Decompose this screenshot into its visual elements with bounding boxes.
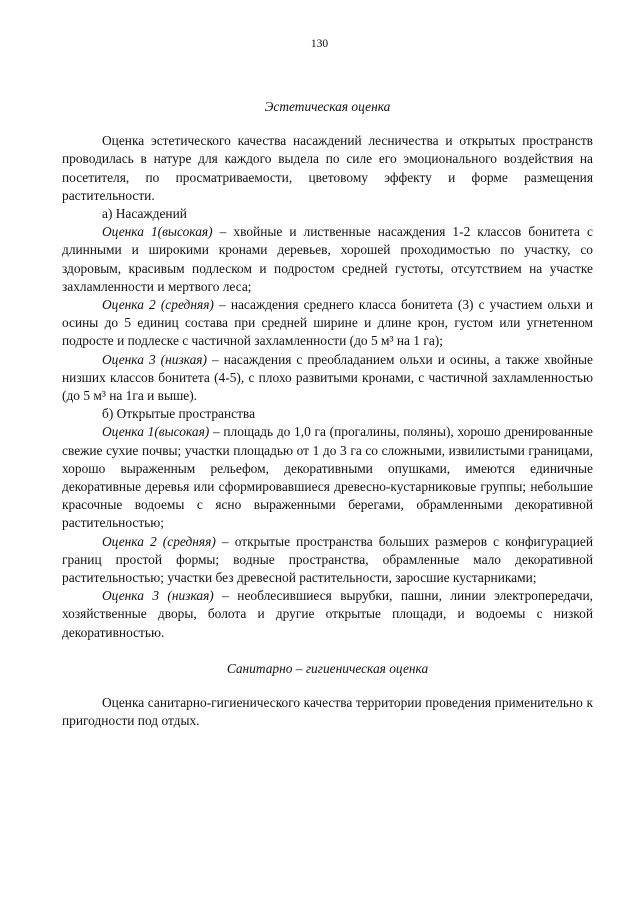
paragraph-open-grade-2	[62, 533, 593, 588]
paragraph-stands-grade-2	[62, 296, 593, 351]
grade-label: Оценка 1(высокая)	[102, 224, 213, 240]
grade-text: – насаждения с преобладанием ольхи и осины, а также хвойные низших классов бонитета (4-5), с плохо развитыми кронами, с частичной захламленностью (до 5 м³ на 1га и выше).	[62, 351, 593, 404]
grade-text: – необлесившиеся вырубки, пашни, линии электропередачи, хозяйственные дворы, болота и другие открытые площади, и водоемы с низкой декоративностью.	[62, 588, 593, 640]
section-heading-sanitary: Санитарно – гигиеническая оценка	[226, 660, 429, 676]
paragraph-open-grade-3	[62, 587, 593, 642]
section-heading-aesthetic: Эстетическая оценка	[264, 99, 391, 114]
grade-text: – площадь до 1,0 га (прогалины, поляны), хорошо дренированные свежие сухие почвы; участки площадью от 1 до 3 га со сложными, извилистыми границами, хорошо выраженным рельефом, декоративными опушками, имеются единичные декоративные деревья или сформировавшиеся древесно-кустарниковые группы; небольшие красочные водоемы с ясно выраженными берегами, обрамленными декоративной растительностью;	[62, 424, 593, 531]
paragraph-stands-grade-1	[62, 223, 593, 296]
paragraph-sanitary-intro: Оценка санитарно-гигиенического качества территории проведения применительно к пригодности под отдых.	[62, 695, 593, 729]
document-body	[62, 98, 593, 731]
page-number: 130	[310, 38, 329, 50]
grade-label: Оценка 3 (низкая)	[102, 351, 207, 367]
grade-text: – насаждения среднего класса бонитета (3) с участием ольхи и осины до 5 единиц состава при средней ширине и длине крон, густом или угнетенном подросте и подлеске с частичной захламленности (до 5 м³ на 1 га);	[62, 297, 593, 349]
paragraph-open-grade-1	[62, 423, 593, 532]
paragraph-aesthetic-intro: Оценка эстетического качества насаждений лесничества и открытых пространств проводилась в натуре для каждого выдела по силе его эмоционального воздействия на посетителя, по просматриваемости, цветовому эффекту и форме размещения растительности.	[62, 133, 593, 203]
subheading-open-spaces: б) Открытые пространства	[102, 406, 256, 422]
grade-label: Оценка 3 (низкая)	[102, 588, 214, 604]
grade-label: Оценка 2 (средняя)	[102, 533, 216, 549]
grade-label: Оценка 2 (средняя)	[102, 297, 214, 313]
paragraph-stands-grade-3	[62, 351, 593, 406]
grade-label: Оценка 1(высокая)	[102, 424, 210, 440]
subheading-stands: а) Насаждений	[102, 206, 187, 222]
grade-text: – открытые пространства больших размеров с конфигурацией границ простой формы; водные пространства, обрамленные мало декоративной растительностью; участки без древесной растительности, заросшие кустарниками;	[62, 533, 593, 586]
grade-text: – хвойные и лиственные насаждения 1-2 классов бонитета с длинными и широкими кронами деревьев, хорошей проходимостью по участку, со здоровым, красивым подлеском и подростом средней густоты, отсутствием на участке захламленности и мертвого леса;	[62, 224, 593, 294]
